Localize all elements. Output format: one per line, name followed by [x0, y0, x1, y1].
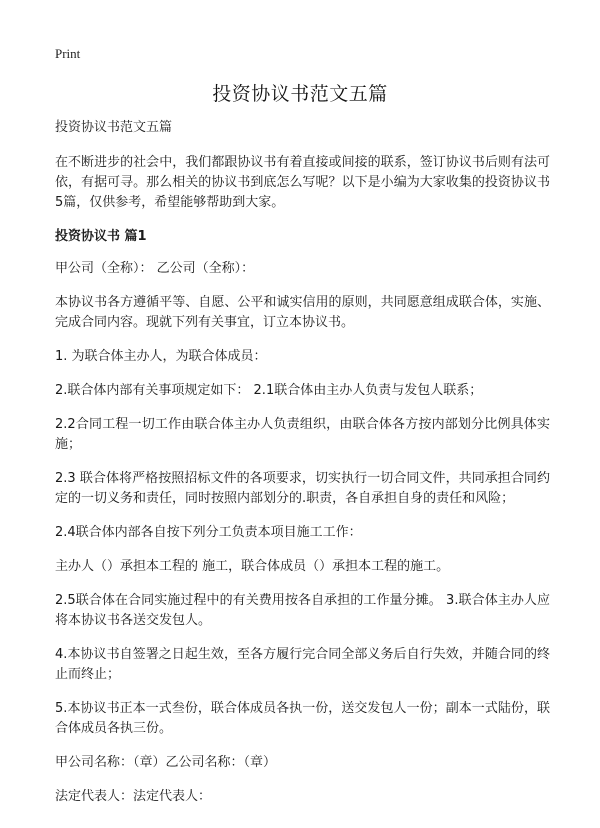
- document-subtitle: 投资协议书范文五篇: [55, 120, 173, 135]
- paragraph-signature-companies: 甲公司名称：（章）乙公司名称：（章）: [55, 755, 277, 770]
- paragraph-party-names: 甲公司（全称）： 乙公司（全称）：: [55, 261, 255, 276]
- paragraph-clause-2-3: 2.3 联合体将严格按照招标文件的各项要求，切实执行一切合同文件，共同承担合同约定的一切义务和责任，同时按照内部划分的.职责，各自承担自身的责任和风险；: [55, 471, 550, 506]
- paragraph-clause-2: 2.联合体内部有关事项规定如下： 2.1联合体由主办人负责与发包人联系；: [55, 383, 483, 398]
- paragraph-clause-1: 1. 为联合体主办人，为联合体成员：: [55, 349, 267, 364]
- paragraph-clause-2-4: 2.4联合体内部各自按下列分工负责本项目施工工作：: [55, 525, 362, 540]
- print-link[interactable]: Print: [55, 46, 81, 61]
- paragraph-clause-2-5: 2.5联合体在合同实施过程中的有关费用按各自承担的工作量分摊。 3.联合体主办人应将本协议书各送交发包人。: [55, 593, 550, 628]
- paragraph-signature-representatives: 法定代表人：法定代表人：: [55, 789, 212, 804]
- paragraph-preamble: 本协议书各方遵循平等、自愿、公平和诚实信用的原则，共同愿意组成联合体，实施、完成合同内容。现就下列有关事宜，订立本协议书。: [55, 295, 550, 330]
- page-title: 投资协议书范文五篇: [212, 83, 388, 105]
- paragraph-clause-4: 4.本协议书自签署之日起生效，至各方履行完合同全部义务后自行失效，并随合同的终止而终止；: [55, 647, 550, 682]
- paragraph-clause-5: 5.本协议书正本一式叁份，联合体成员各执一份，送交发包人一份；副本一式陆份，联合体成员各执三份。: [55, 701, 550, 736]
- intro-paragraph: 在不断进步的社会中，我们都跟协议书有着直接或间接的联系，签订协议书后则有法可依，有据可寻。那么相关的协议书到底怎么写呢？以下是小编为大家收集的投资协议书5篇，仅供参考，希望能够帮助到大家。: [55, 155, 550, 210]
- paragraph-clause-2-2: 2.2合同工程一切工作由联合体主办人负责组织，由联合体各方按内部划分比例具体实施；: [55, 417, 550, 452]
- section-heading: 投资协议书 篇1: [55, 229, 147, 244]
- paragraph-division-of-work: 主办人（）承担本工程的 施工，联合体成员（）承担本工程的施工。: [55, 559, 450, 574]
- document-body: [55, 118, 550, 821]
